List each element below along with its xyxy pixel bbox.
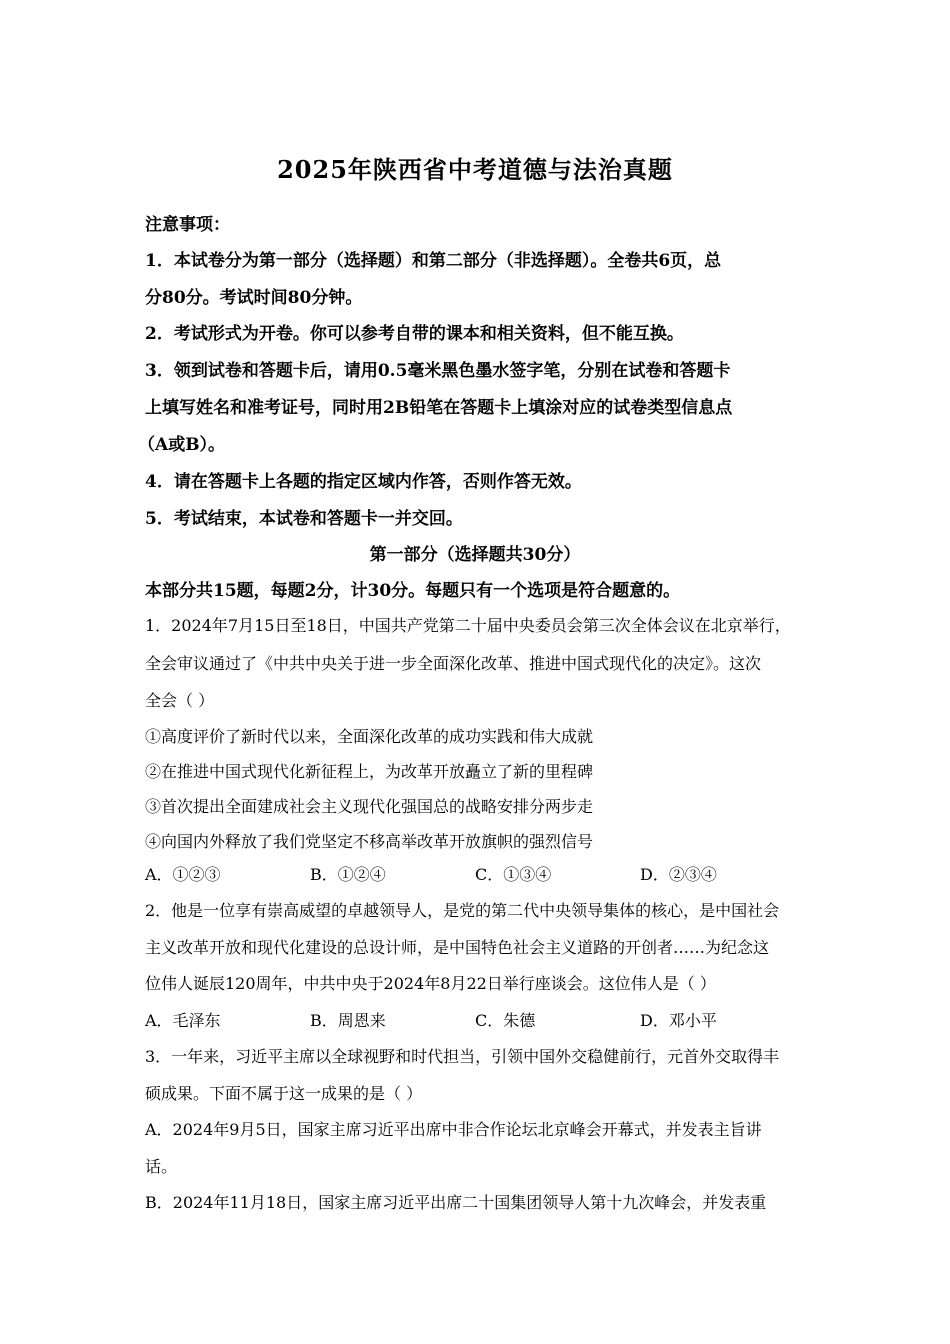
q1-line: 全会（ ） (145, 691, 215, 710)
page-title: 2025年陕西省中考道德与法治真题 (277, 155, 673, 184)
q2-options (145, 1008, 825, 1031)
q2-line: 2．他是一位享有崇高威望的卓越领导人，是党的第二代中央领导集体的核心，是中国社会 (145, 901, 780, 920)
notice-item: 分80分。考试时间80分钟。 (145, 288, 363, 308)
notice-item: 2．考试形式为开卷。你可以参考自带的课本和相关资料，但不能互换。 (145, 324, 684, 344)
q2-option-b: B．周恩来 (310, 1011, 386, 1030)
notice-heading: 注意事项： (145, 215, 230, 235)
q1-option-d: D．②③④ (640, 865, 717, 884)
q2-option-c: C．朱德 (475, 1011, 536, 1030)
q2-option-a: A．毛泽东 (145, 1011, 221, 1030)
q2-line: 位伟人诞辰120周年，中共中央于2024年8月22日举行座谈会。这位伟人是（ ） (145, 974, 716, 993)
q1-statement: ④向国内外释放了我们党坚定不移高举改革开放旗帜的强烈信号 (145, 832, 594, 851)
notice-item: 3．领到试卷和答题卡后，请用0.5毫米黑色墨水签字笔，分别在试卷和答题卡 (145, 361, 731, 381)
q1-line: 1．2024年7月15日至18日，中国共产党第二十届中央委员会第三次全体会议在北京举行， (145, 616, 791, 635)
part1-instruction: 本部分共15题，每题2分，计30分。每题只有一个选项是符合题意的。 (145, 581, 681, 601)
notice-item: 上填写姓名和准考证号，同时用2B铅笔在答题卡上填涂对应的试卷类型信息点 (145, 398, 733, 418)
part1-heading: 第一部分（选择题共30分） (369, 545, 581, 565)
q1-option-a: A．①②③ (145, 865, 221, 884)
q1-option-b: B．①②④ (310, 865, 386, 884)
q2-option-d: D．邓小平 (640, 1011, 717, 1030)
q1-line: 全会审议通过了《中共中央关于进一步全面深化改革、推进中国式现代化的决定》。这次 (145, 654, 762, 673)
notice-item: 4．请在答题卡上各题的指定区域内作答，否则作答无效。 (145, 472, 582, 492)
q1-statement: ③首次提出全面建成社会主义现代化强国总的战略安排分两步走 (145, 797, 594, 816)
q1-option-c: C．①③④ (475, 865, 552, 884)
q1-options (145, 862, 825, 885)
q3-option-a-cont: 话。 (145, 1157, 178, 1176)
q3-option-a: A．2024年9月5日，国家主席习近平出席中非合作论坛北京峰会开幕式，并发表主旨讲 (145, 1120, 762, 1139)
q1-statement: ②在推进中国式现代化新征程上，为改革开放矗立了新的里程碑 (145, 762, 594, 781)
q3-line: 3．一年来，习近平主席以全球视野和时代担当，引领中国外交稳健前行，元首外交取得丰 (145, 1047, 780, 1066)
notice-item: 5．考试结束，本试卷和答题卡一并交回。 (145, 509, 463, 529)
notice-item: （A或B）。 (138, 435, 226, 455)
notice-item: 1．本试卷分为第一部分（选择题）和第二部分（非选择题）。全卷共6页，总 (145, 251, 722, 271)
q3-option-b: B．2024年11月18日，国家主席习近平出席二十国集团领导人第十九次峰会，并发表重 (145, 1193, 767, 1212)
q2-line: 主义改革开放和现代化建设的总设计师，是中国特色社会主义道路的开创者……为纪念这 (145, 938, 770, 957)
q1-statement: ①高度评价了新时代以来，全面深化改革的成功实践和伟大成就 (145, 727, 594, 746)
q3-line: 硕成果。下面不属于这一成果的是（ ） (145, 1084, 423, 1103)
